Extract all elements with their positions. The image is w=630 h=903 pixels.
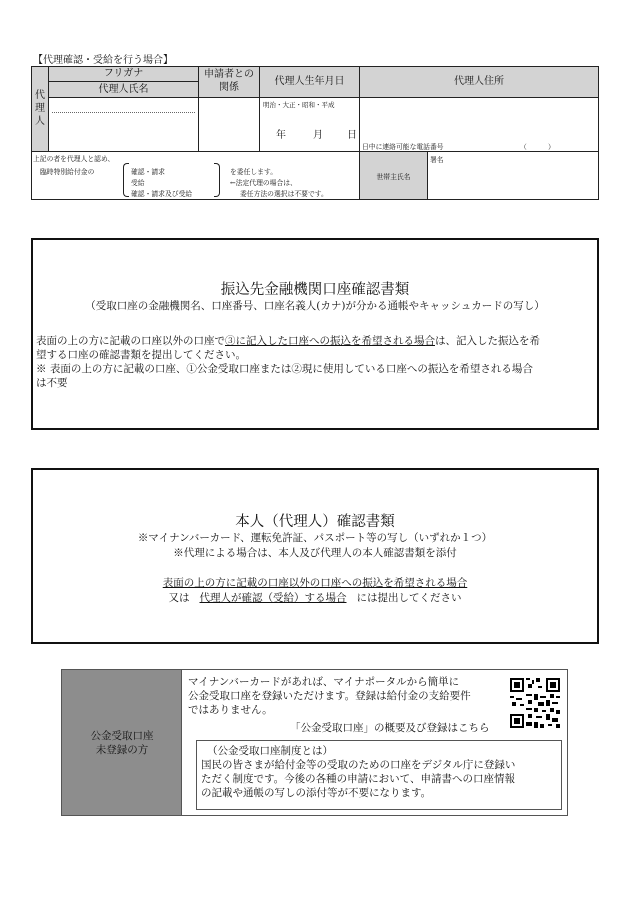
option-receive[interactable]: 受給 xyxy=(131,179,145,187)
id-box-line1: ※マイナンバーカード、運転免許証、パスポート等の写し（いずれか１つ） xyxy=(137,532,493,544)
public-account-box xyxy=(61,669,568,816)
public-account-label-1: 公金受取口座 xyxy=(90,730,154,742)
right-bracket xyxy=(214,163,220,197)
public-account-text-3: ではありません。 xyxy=(188,704,273,716)
relation-label-2: 関係 xyxy=(219,82,239,93)
system-title: （公金受取口座制度とは） xyxy=(207,745,333,757)
public-account-text-1: マイナンバーカードがあれば、マイナポータルから簡単に xyxy=(188,676,460,688)
agent-section-title: 【代理確認・受給を行う場合】 xyxy=(33,55,173,66)
id-document-box xyxy=(31,468,599,644)
side-label-1: 代 xyxy=(35,90,45,101)
phone-label: 日中に連絡可能な電話番号 xyxy=(362,143,444,151)
day-label: 日 xyxy=(347,130,357,141)
system-explanation-box xyxy=(196,740,562,810)
legal-note-1: ←法定代理の場合は、 xyxy=(230,179,297,187)
entrust-text: を委任します。 xyxy=(230,168,278,176)
option-confirm-claim-receive[interactable]: 確認・請求及び受給 xyxy=(131,190,193,198)
month-label: 月 xyxy=(313,130,323,141)
address-label: 代理人住所 xyxy=(454,76,504,87)
bank-box-subtitle: （受取口座の金融機関名、口座番号、口座名義人(カナ)が分かる通帳やキャッシュカードの写し） xyxy=(85,300,545,312)
public-account-label-cell xyxy=(62,670,182,815)
id-box-line4 xyxy=(33,590,597,605)
name-label: 代理人氏名 xyxy=(98,84,149,95)
benefit-label: 臨時特別給付金の xyxy=(40,168,95,176)
furigana-label: フリガナ xyxy=(103,68,144,79)
birthdate-label: 代理人生年月日 xyxy=(274,76,345,87)
household-head-label: 世帯主氏名 xyxy=(376,173,411,181)
relation-label-1: 申請者との xyxy=(204,69,254,80)
public-account-label-2: 未登録の方 xyxy=(95,744,149,756)
id-line4-c: には提出してください xyxy=(356,592,462,604)
signature-label: 署名 xyxy=(430,156,444,164)
bank-box-para-line2: 望する口座の確認書類を提出してください。 xyxy=(36,349,246,361)
bank-box-title: 振込先金融機関口座確認書類 xyxy=(220,282,410,298)
bank-box-para-line1 xyxy=(36,335,596,348)
system-line-1: 国民の皆さまが給付金等の受取のための口座をデジタル庁に登録い xyxy=(201,759,516,771)
bank-box-note-line1: ※ 表面の上の方に記載の口座、①公金受取口座または②現に使用している口座への振込を希望される場合 xyxy=(36,363,533,375)
authorize-line: 上記の者を代理人と認め、 xyxy=(33,155,115,163)
bank-para-1c: は、記入した振込を希 xyxy=(435,335,540,347)
signature-cell[interactable] xyxy=(427,151,599,200)
era-options: 明治・大正・昭和・平成 xyxy=(263,101,335,109)
phone-paren-close: ） xyxy=(548,143,555,151)
bank-para-1a: 表面の上の方に記載の口座以外の口座で xyxy=(36,335,225,347)
side-label-3: 人 xyxy=(35,116,45,127)
id-line4-a: 又は xyxy=(168,592,190,604)
left-bracket xyxy=(123,163,129,197)
option-confirm-claim[interactable]: 確認・請求 xyxy=(131,168,165,176)
bank-para-1b: ③に記入した口座への振込を希望される場合 xyxy=(225,335,435,347)
relation-input-cell[interactable] xyxy=(198,97,260,152)
id-box-line2: ※代理による場合は、本人及び代理人の本人確認書類を添付 xyxy=(173,547,457,559)
public-account-link[interactable]: 「公金受取口座」の概要及び登録はこちら xyxy=(290,722,490,734)
phone-paren-open: （ xyxy=(520,143,527,151)
id-line4-b: 代理人が確認（受給）する場合 xyxy=(199,592,347,604)
bank-document-box xyxy=(31,238,599,430)
id-box-title: 本人（代理人）確認書類 xyxy=(235,514,395,530)
name-input-cell[interactable] xyxy=(48,97,199,152)
bank-box-note-line2: は不要 xyxy=(36,377,68,389)
qr-code-icon[interactable] xyxy=(510,678,560,728)
system-line-3: の記載や通帳の写しの添付等が不要になります。 xyxy=(201,787,432,799)
public-account-text-2: 公金受取口座を登録いただけます。登録は給付金の支給要件 xyxy=(188,690,471,702)
furigana-divider xyxy=(52,112,195,113)
legal-note-2: 委任方法の選択は不要です。 xyxy=(240,190,328,198)
year-label: 年 xyxy=(276,130,286,141)
system-line-2: ただく制度です。今後の各種の申請において、申請書への口座情報 xyxy=(201,773,515,785)
id-box-line3: 表面の上の方に記載の口座以外の口座への振込を希望される場合 xyxy=(162,577,468,589)
side-label-2: 理 xyxy=(35,103,45,114)
